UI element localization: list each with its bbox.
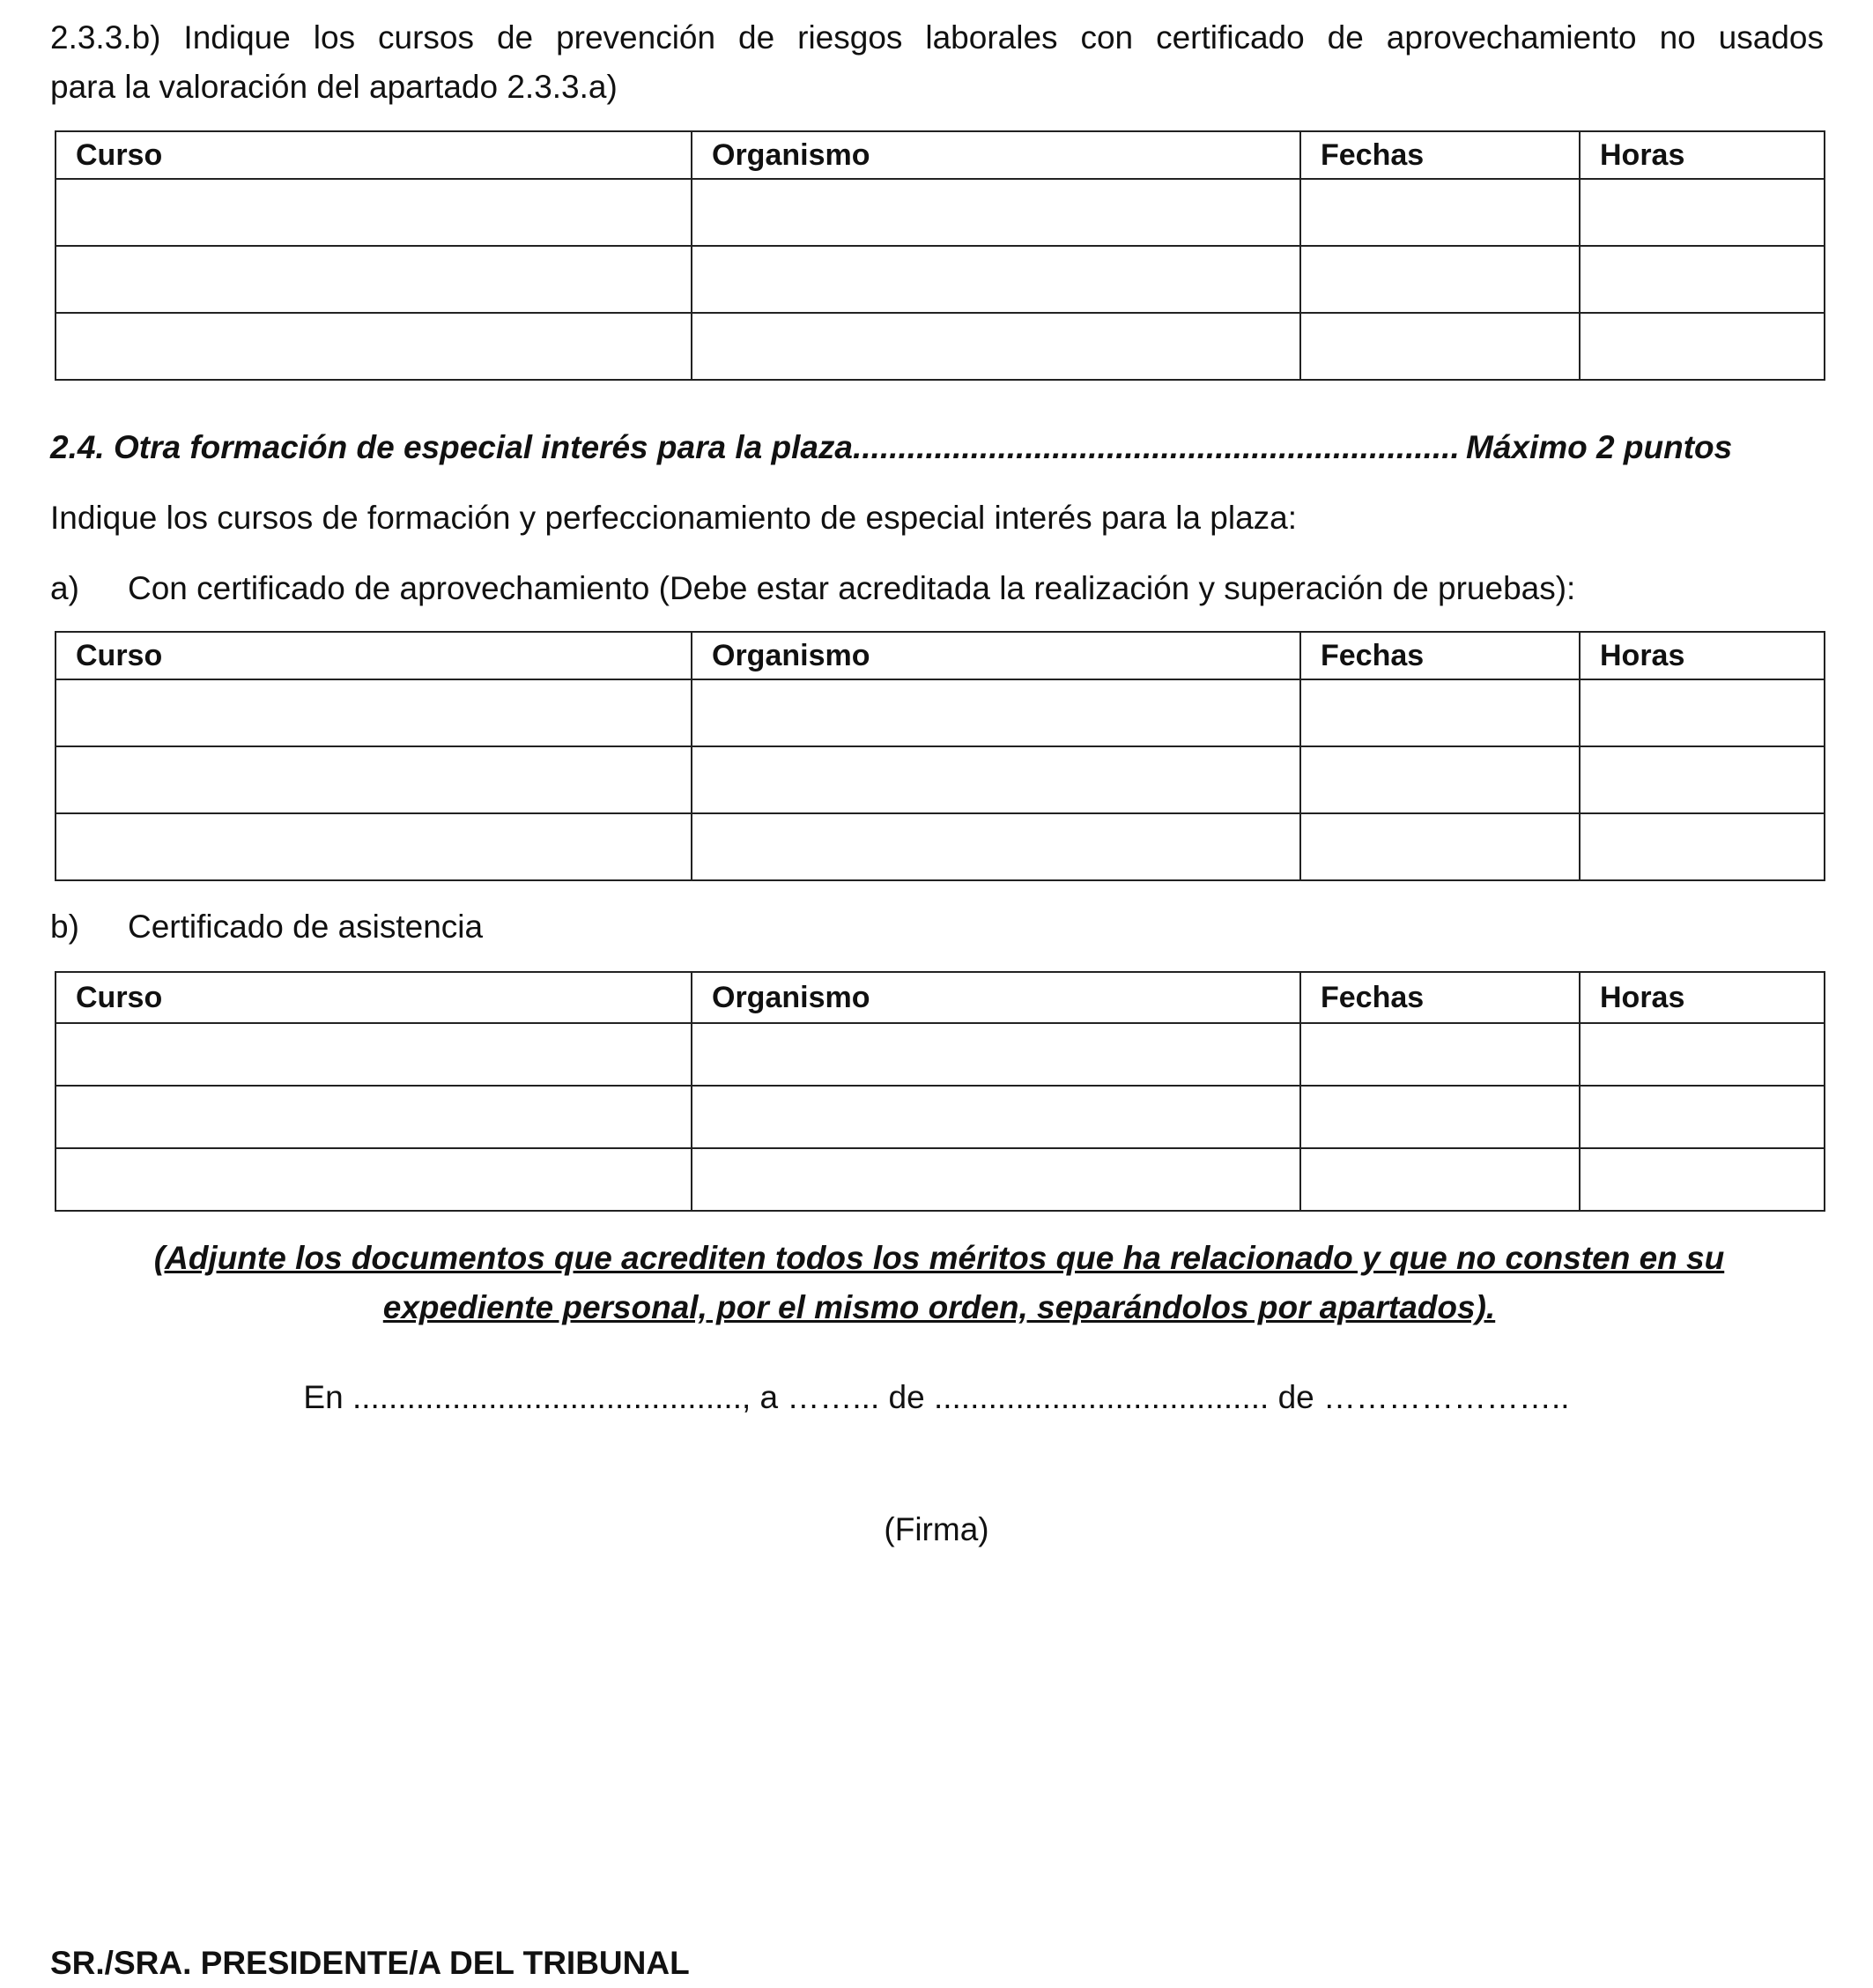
cell-organismo[interactable] bbox=[692, 813, 1300, 880]
section-title: 2.4. Otra formación de especial interés para la plaza bbox=[50, 429, 853, 465]
aprovechamiento-courses-table bbox=[55, 631, 1825, 881]
table-row bbox=[56, 179, 1825, 246]
table-header-row bbox=[56, 632, 1825, 679]
prevention-courses-table bbox=[55, 130, 1825, 381]
cell-curso[interactable] bbox=[56, 1148, 692, 1211]
header-horas: Horas bbox=[1580, 131, 1825, 179]
item-a-label: a) bbox=[50, 570, 79, 606]
cell-horas[interactable] bbox=[1580, 1086, 1825, 1148]
intro-line-1: 2.3.3.b) Indique los cursos de prevención de riesgos laborales con certificado de aprovechamiento no usados bbox=[50, 19, 1824, 56]
header-fechas: Fechas bbox=[1300, 131, 1580, 179]
cell-fechas[interactable] bbox=[1300, 679, 1580, 746]
cell-organismo[interactable] bbox=[692, 179, 1300, 246]
cell-curso[interactable] bbox=[56, 813, 692, 880]
header-organismo: Organismo bbox=[692, 632, 1300, 679]
cell-horas[interactable] bbox=[1580, 746, 1825, 813]
cell-curso[interactable] bbox=[56, 179, 692, 246]
cell-curso[interactable] bbox=[56, 246, 692, 313]
table-header-row bbox=[56, 972, 1825, 1023]
table-row bbox=[56, 1086, 1825, 1148]
header-curso: Curso bbox=[56, 632, 692, 679]
note-line-2: expediente personal, por el mismo orden, separándolos por apartados). bbox=[382, 1289, 1496, 1325]
addressee: SR./SRA. PRESIDENTE/A DEL TRIBUNAL bbox=[50, 1945, 690, 1981]
intro-line-2: para la valoración del apartado 2.3.3.a) bbox=[50, 69, 618, 105]
cell-organismo[interactable] bbox=[692, 1023, 1300, 1086]
cell-fechas[interactable] bbox=[1300, 813, 1580, 880]
cell-horas[interactable] bbox=[1580, 1148, 1825, 1211]
signature-label: (Firma) bbox=[884, 1511, 989, 1547]
cell-horas[interactable] bbox=[1580, 246, 1825, 313]
table-row bbox=[56, 1023, 1825, 1086]
table-row bbox=[56, 679, 1825, 746]
header-organismo: Organismo bbox=[692, 972, 1300, 1023]
asistencia-courses-table bbox=[55, 971, 1825, 1212]
cell-horas[interactable] bbox=[1580, 813, 1825, 880]
section-heading bbox=[50, 423, 1733, 472]
max-points: Máximo 2 puntos bbox=[1466, 429, 1733, 465]
cell-horas[interactable] bbox=[1580, 179, 1825, 246]
place-date-line: En ..........................................., a ……... de ..................................... de ………………….. bbox=[303, 1379, 1570, 1415]
cell-curso[interactable] bbox=[56, 1023, 692, 1086]
cell-fechas[interactable] bbox=[1300, 313, 1580, 380]
table-row bbox=[56, 1148, 1825, 1211]
table-row bbox=[56, 246, 1825, 313]
cell-curso[interactable] bbox=[56, 1086, 692, 1148]
leader-dots: ................................................................... bbox=[853, 429, 1460, 465]
cell-organismo[interactable] bbox=[692, 1148, 1300, 1211]
cell-horas[interactable] bbox=[1580, 679, 1825, 746]
cell-curso[interactable] bbox=[56, 679, 692, 746]
header-horas: Horas bbox=[1580, 972, 1825, 1023]
cell-fechas[interactable] bbox=[1300, 1086, 1580, 1148]
cell-curso[interactable] bbox=[56, 313, 692, 380]
cell-organismo[interactable] bbox=[692, 246, 1300, 313]
item-b-text: Certificado de asistencia bbox=[128, 909, 484, 945]
header-curso: Curso bbox=[56, 972, 692, 1023]
table-row bbox=[56, 746, 1825, 813]
intro-paragraph bbox=[50, 13, 1824, 112]
cell-curso[interactable] bbox=[56, 746, 692, 813]
table-row bbox=[56, 313, 1825, 380]
note-line-1: (Adjunte los documentos que acrediten todos los méritos que ha relacionado y que no consten en su bbox=[153, 1240, 1725, 1276]
header-fechas: Fechas bbox=[1300, 972, 1580, 1023]
cell-horas[interactable] bbox=[1580, 313, 1825, 380]
cell-fechas[interactable] bbox=[1300, 179, 1580, 246]
header-horas: Horas bbox=[1580, 632, 1825, 679]
cell-fechas[interactable] bbox=[1300, 1023, 1580, 1086]
table-row bbox=[56, 813, 1825, 880]
header-organismo: Organismo bbox=[692, 131, 1300, 179]
header-curso: Curso bbox=[56, 131, 692, 179]
cell-fechas[interactable] bbox=[1300, 746, 1580, 813]
item-b bbox=[50, 902, 483, 952]
cell-fechas[interactable] bbox=[1300, 246, 1580, 313]
cell-organismo[interactable] bbox=[692, 679, 1300, 746]
header-fechas: Fechas bbox=[1300, 632, 1580, 679]
section-intro: Indique los cursos de formación y perfeccionamiento de especial interés para la plaza: bbox=[50, 500, 1298, 536]
item-a bbox=[50, 564, 1575, 613]
cell-organismo[interactable] bbox=[692, 1086, 1300, 1148]
cell-horas[interactable] bbox=[1580, 1023, 1825, 1086]
item-b-label: b) bbox=[50, 909, 79, 945]
table-header-row bbox=[56, 131, 1825, 179]
attachment-note bbox=[55, 1234, 1824, 1332]
cell-fechas[interactable] bbox=[1300, 1148, 1580, 1211]
item-a-text: Con certificado de aprovechamiento (Debe estar acreditada la realización y superación de pruebas): bbox=[128, 570, 1576, 606]
cell-organismo[interactable] bbox=[692, 313, 1300, 380]
cell-organismo[interactable] bbox=[692, 746, 1300, 813]
